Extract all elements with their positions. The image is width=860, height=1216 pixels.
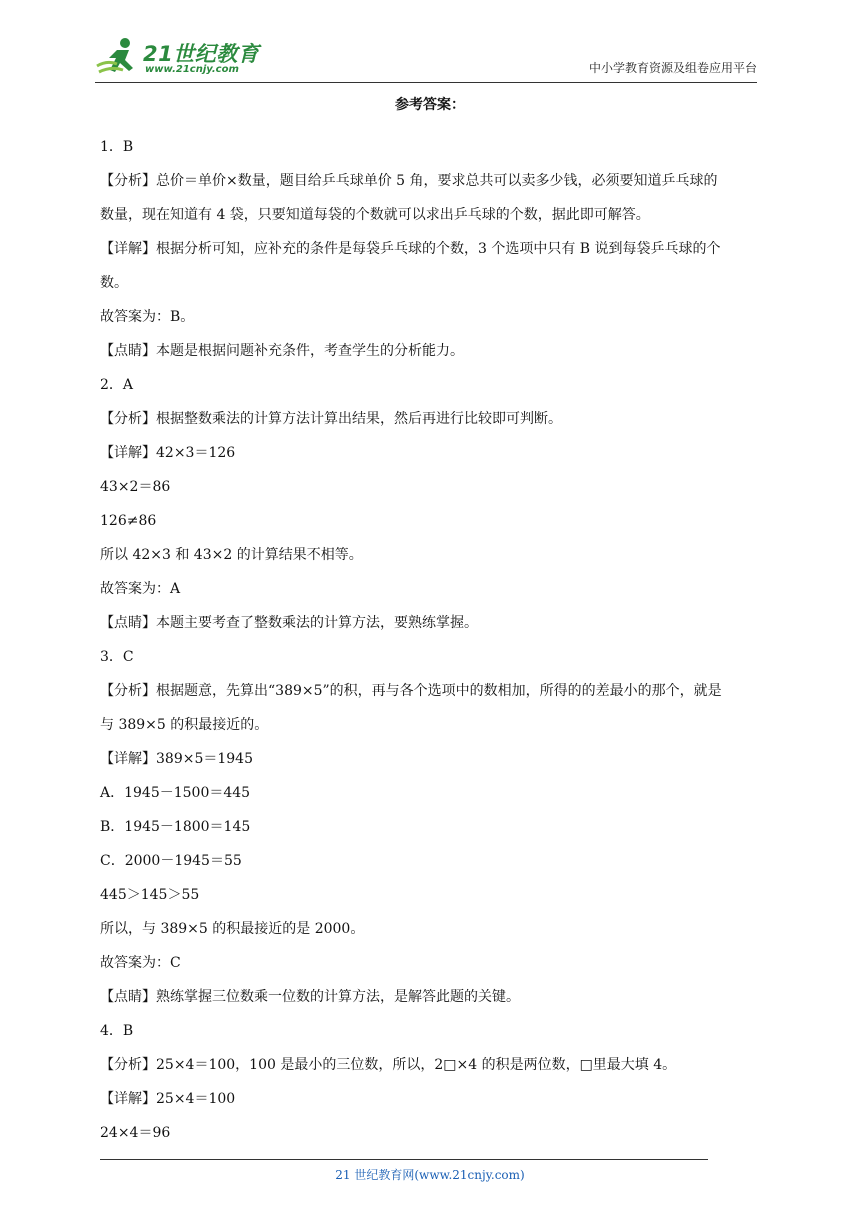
site-logo — [95, 36, 265, 80]
text-line: 【详解】389×5＝1945 — [100, 751, 253, 767]
page-title: 参考答案： — [395, 97, 465, 113]
text-line: 【点睛】熟练掌握三位数乘一位数的计算方法，是解答此题的关键。 — [100, 989, 520, 1005]
text-line: 【分析】总价＝单价×数量，题目给乒乓球单价 5 角，要求总共可以卖多少钱，必须要知道乒乓球的 — [100, 173, 718, 189]
text-line: 【分析】根据题意，先算出“389×5”的积，再与各个选项中的数相加，所得的的差最小的那个，就是 — [100, 683, 722, 699]
text-line: 故答案为：C — [100, 955, 181, 971]
text-line: 24×4＝96 — [100, 1125, 171, 1141]
text-line: C．2000－1945＝55 — [100, 853, 242, 869]
text-line: 【详解】25×4＝100 — [100, 1091, 236, 1107]
platform-name: 中小学教育资源及组卷应用平台 — [588, 61, 757, 75]
runner-icon — [95, 36, 143, 76]
text-line: 2．A — [100, 377, 134, 393]
text-line: 4．B — [100, 1023, 134, 1039]
text-line: 【分析】25×4＝100，100 是最小的三位数，所以，2□×4 的积是两位数，□里最大填 4。 — [100, 1057, 677, 1073]
answer-content — [100, 94, 760, 1150]
footer-divider — [100, 1159, 708, 1160]
text-line: 【详解】42×3＝126 — [100, 445, 236, 461]
page-footer[interactable]: 21 世纪教育网(www.21cnjy.com) — [335, 1168, 525, 1182]
text-line: 数量，现在知道有 4 袋，只要知道每袋的个数就可以求出乒乓球的个数，据此即可解答。 — [100, 207, 650, 223]
text-line: 43×2＝86 — [100, 479, 171, 495]
text-line: 3．C — [100, 649, 134, 665]
logo-url: www.21cnjy.com — [145, 64, 239, 75]
text-line: 445＞145＞55 — [100, 887, 200, 903]
text-line: 故答案为：A — [100, 581, 181, 597]
text-line: 【详解】根据分析可知，应补充的条件是每袋乒乓球的个数，3 个选项中只有 B 说到每袋乒乓球的个 — [100, 241, 721, 257]
text-line: 【点睛】本题是根据问题补充条件，考查学生的分析能力。 — [100, 343, 464, 359]
text-line: 126≠86 — [100, 513, 157, 529]
text-line: 所以，与 389×5 的积最接近的是 2000。 — [100, 921, 365, 937]
text-line: 【分析】根据整数乘法的计算方法计算出结果，然后再进行比较即可判断。 — [100, 411, 562, 427]
text-line: 1．B — [100, 139, 134, 155]
text-line: 与 389×5 的积最接近的。 — [100, 717, 269, 733]
page-header — [95, 30, 757, 83]
text-line: 故答案为：B。 — [100, 309, 195, 325]
text-line: A．1945－1500＝445 — [100, 785, 251, 801]
logo-text: 21世纪教育 — [143, 42, 260, 66]
text-line: 数。 — [100, 275, 128, 291]
text-line: B．1945－1800＝145 — [100, 819, 251, 835]
text-line: 所以 42×3 和 43×2 的计算结果不相等。 — [100, 547, 363, 563]
text-line: 【点睛】本题主要考查了整数乘法的计算方法，要熟练掌握。 — [100, 615, 478, 631]
